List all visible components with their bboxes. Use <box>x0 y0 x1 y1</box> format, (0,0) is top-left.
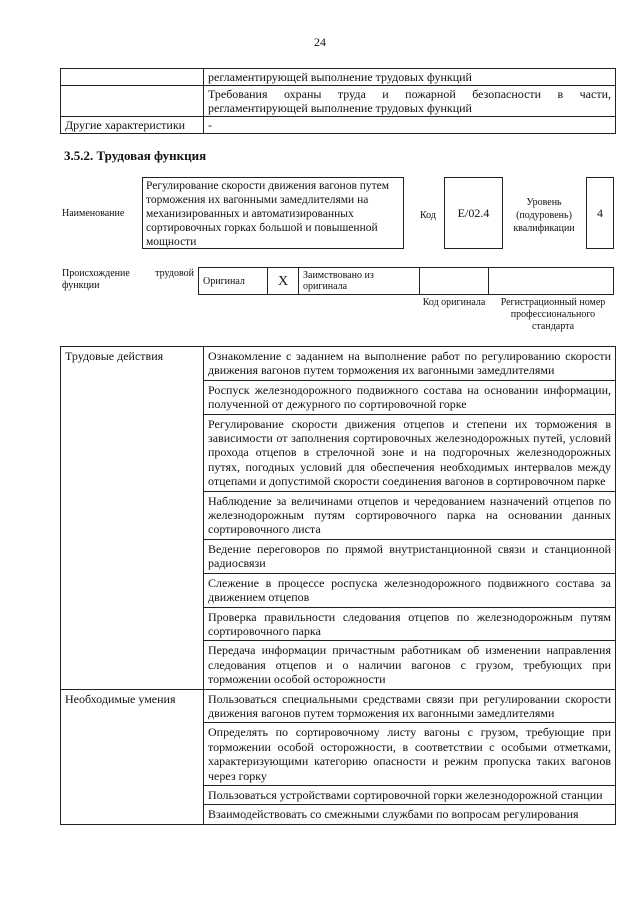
level-value: 4 <box>597 205 603 220</box>
section-item: Ведение переговоров по прямой внутристанционной связи и станционной радиосвязи <box>204 539 616 573</box>
code-original-cell <box>420 268 489 295</box>
section-item: Передача информации причастным работникам об изменении направления следования отцепов и о наличии вагонов с грузом, требующих при торможении особой осторожности <box>204 641 616 689</box>
section-label: Трудовые действия <box>61 347 204 690</box>
section-item: Регулирование скорости движения отцепов и степени их торможения в зависимости от заполнения сортировочных железнодорожных путей, условий прохода отцепов в стрелочной зоне и на подгорочных железнодорожных путях, погодных условий для обеспечения необходимых интервалов между отцепами и допустимой скорости соединения вагонов в сортировочном парке <box>204 414 616 491</box>
original-label: Оригинал <box>199 268 268 295</box>
top-characteristics-table <box>60 68 616 134</box>
section-item: Взаимодействовать со смежными службами по вопросам регулирования <box>204 805 616 824</box>
original-mark: X <box>268 268 299 295</box>
section-item: Пользоваться специальными средствами связи при регулировании скорости движения вагонов путем торможения их вагонными замедлителями <box>204 689 616 723</box>
row-label <box>61 86 204 117</box>
section-item: Определять по сортировочному листу вагоны с грузом, требующие при торможении особой осторожности, в соответствии с особыми отметками, характеризующими категорию опасности и режим пропуска таких вагонов через горку <box>204 723 616 786</box>
section-item: Ознакомление с заданием на выполнение работ по регулированию скорости движения вагонов путем торможения их вагонными замедлителями <box>204 347 616 381</box>
section-item: Наблюдение за величинами отцепов и чередованием назначений отцепов по железнодорожным путям сортировочного парка на основании данных сортировочного листа <box>204 491 616 539</box>
origin-label-word: функции <box>62 280 100 291</box>
level-label: Уровень (подуровень) квалификации <box>513 197 575 234</box>
origin-label <box>62 268 194 292</box>
row-label <box>61 69 204 86</box>
table-row <box>199 268 614 295</box>
row-value: регламентирующей выполнение трудовых функций <box>204 69 616 86</box>
row-label: Другие характеристики <box>61 117 204 134</box>
origin-table <box>198 267 614 295</box>
row-value: Требования охраны труда и пожарной безопасности в части, регламентирующей выполнение трудовых функций <box>204 86 616 117</box>
table-row <box>61 689 616 723</box>
code-original-label: Код оригинала <box>422 297 486 308</box>
name-label: Наименование <box>62 208 125 219</box>
table-row <box>61 86 616 117</box>
labor-function-table <box>60 346 616 825</box>
row-value: - <box>204 117 616 134</box>
reg-number-cell <box>489 268 614 295</box>
function-code: E/02.4 <box>457 205 490 220</box>
origin-label-word: Происхождение <box>62 268 130 279</box>
section-item: Пользоваться устройствами сортировочной горки железнодорожной станции <box>204 785 616 804</box>
section-item: Роспуск железнодорожного подвижного состава на основании информации, полученной от дежурного по сортировочной горке <box>204 380 616 414</box>
table-row <box>61 117 616 134</box>
table-row <box>61 347 616 381</box>
section-label: Необходимые умения <box>61 689 204 824</box>
origin-label-word: трудовой <box>155 268 194 279</box>
code-label: Код <box>420 210 436 221</box>
function-name-box: Регулирование скорости движения вагонов путем торможения их вагонными замедлителями на механизированных и автоматизированных сортировочных горках большой и повышенной мощности <box>142 177 404 249</box>
section-item: Слежение в процессе роспуска железнодорожного подвижного состава за движением отцепов <box>204 573 616 607</box>
section-heading: 3.5.2. Трудовая функция <box>64 148 207 163</box>
page-number: 24 <box>314 35 326 49</box>
level-box <box>586 177 614 249</box>
borrowed-label: Заимствовано из оригинала <box>299 268 420 295</box>
table-row <box>61 69 616 86</box>
section-item: Проверка правильности следования отцепов по железнодорожным путям сортировочного парка <box>204 607 616 641</box>
function-code-box <box>444 177 503 249</box>
reg-number-label: Регистрационный номер профессионального стандарта <box>500 297 606 332</box>
